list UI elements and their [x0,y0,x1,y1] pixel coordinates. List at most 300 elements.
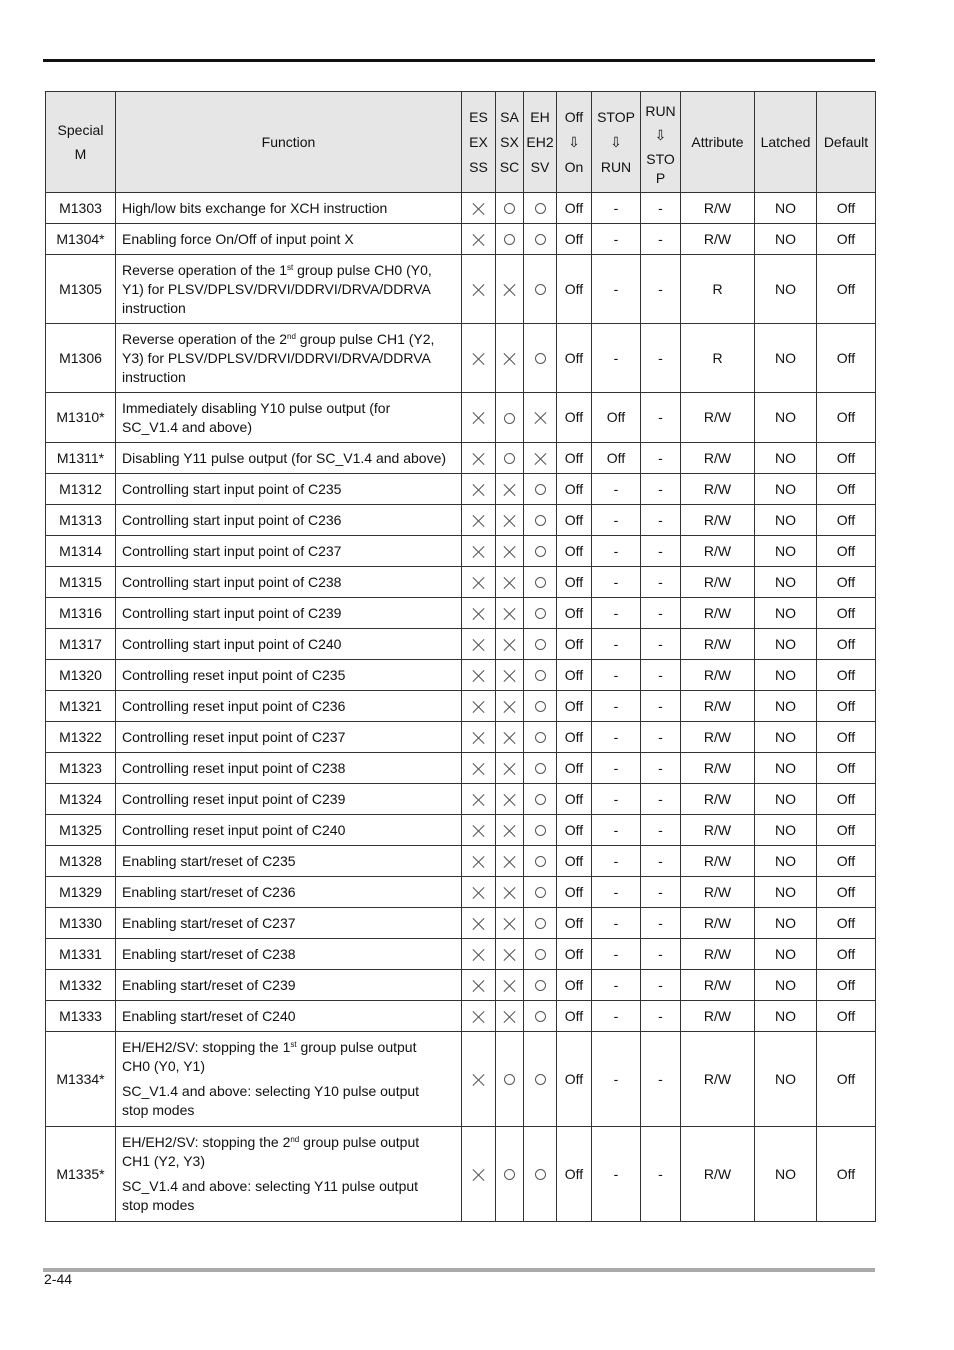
function-line [122,330,457,349]
off-on-cell: Off [557,1001,592,1032]
attribute-cell: R/W [681,505,755,536]
circle-mark-icon [535,887,546,898]
circle-mark-icon [535,353,546,364]
attribute-cell: R/W [681,877,755,908]
function-line [122,368,457,387]
table-row [46,877,876,908]
special-m-cell: M1322 [46,722,116,753]
special-m-cell: M1332 [46,970,116,1001]
cross-mark-icon [473,234,485,246]
sa-support-cell [496,629,524,660]
eh-support-cell [524,324,557,393]
function-line [122,666,457,685]
sa-support-cell [496,505,524,536]
es-support-cell [462,393,496,443]
function-line [122,1038,457,1057]
ordinal-suffix: nd [287,331,296,341]
table-header [46,92,876,193]
cross-mark-icon [473,856,485,868]
table-row [46,846,876,877]
eh-support-cell [524,1127,557,1222]
circle-mark-icon [535,234,546,245]
default-cell: Off [817,660,876,691]
function-text: Controlling start input point of C236 [122,511,342,528]
function-line [122,604,457,623]
off-on-cell: Off [557,393,592,443]
sa-support-cell [496,443,524,474]
table-row [46,908,876,939]
run-stop-cell: - [641,505,681,536]
function-cell [116,224,462,255]
function-line [122,1152,457,1171]
cross-mark-icon [473,887,485,899]
function-cell [116,784,462,815]
latched-cell: NO [755,691,817,722]
sa-support-cell [496,474,524,505]
function-text: Controlling reset input point of C236 [122,697,346,714]
function-cell [116,255,462,324]
function-text: Reverse operation of the 2 [122,330,287,347]
cross-mark-icon [473,1011,485,1023]
es-support-cell [462,753,496,784]
function-line [122,1101,457,1120]
latched-cell: NO [755,908,817,939]
circle-mark-icon [535,546,546,557]
latched-cell: NO [755,567,817,598]
special-m-cell: M1328 [46,846,116,877]
table-row [46,193,876,224]
function-text: Enabling force On/Off of input point X [122,230,354,247]
circle-mark-icon [504,234,515,245]
circle-mark-icon [535,1074,546,1085]
function-text: Immediately disabling Y10 pulse output (for [122,399,391,416]
table-row [46,970,876,1001]
cross-mark-icon [473,284,485,296]
cross-mark-icon [504,763,516,775]
cross-mark-icon [504,825,516,837]
eh-support-cell [524,536,557,567]
function-text: Reverse operation of the 1 [122,261,287,278]
function-text: Controlling start input point of C238 [122,573,342,590]
special-m-cell: M1330 [46,908,116,939]
header-default: Default [817,92,876,193]
header-es-ex-ss: ES EX SS [462,92,496,193]
special-m-table [45,91,876,1222]
function-line [122,883,457,902]
default-cell: Off [817,505,876,536]
table-row [46,939,876,970]
latched-cell: NO [755,1001,817,1032]
stop-run-cell: - [592,846,641,877]
stop-run-cell: - [592,908,641,939]
es-support-cell [462,815,496,846]
off-on-cell: Off [557,255,592,324]
special-m-cell: M1335* [46,1127,116,1222]
attribute-cell: R/W [681,1032,755,1127]
eh-support-cell [524,939,557,970]
stop-run-cell: - [592,722,641,753]
sa-support-cell [496,224,524,255]
sa-support-cell [496,255,524,324]
latched-cell: NO [755,970,817,1001]
stop-run-cell: - [592,970,641,1001]
eh-support-cell [524,691,557,722]
cross-mark-icon [473,1074,485,1086]
cross-mark-icon [504,284,516,296]
latched-cell: NO [755,660,817,691]
special-m-cell: M1312 [46,474,116,505]
table-body [46,193,876,1222]
function-cell [116,393,462,443]
sa-support-cell [496,1032,524,1127]
function-cell [116,324,462,393]
cross-mark-icon [473,763,485,775]
cross-mark-icon [504,608,516,620]
eh-support-cell [524,393,557,443]
run-stop-cell: - [641,324,681,393]
function-cell [116,1001,462,1032]
function-cell [116,660,462,691]
eh-support-cell [524,1001,557,1032]
cross-mark-icon [504,353,516,365]
header-run-stop: RUN ⇩ STO P [641,92,681,193]
function-text: Controlling start input point of C239 [122,604,342,621]
circle-mark-icon [535,284,546,295]
table-row [46,753,876,784]
off-on-cell: Off [557,324,592,393]
eh-support-cell [524,753,557,784]
function-cell [116,753,462,784]
cross-mark-icon [473,484,485,496]
attribute-cell: R/W [681,536,755,567]
table-row [46,1032,876,1127]
function-line [122,573,457,592]
function-line [122,821,457,840]
cross-mark-icon [473,515,485,527]
run-stop-cell: - [641,784,681,815]
special-m-cell: M1311* [46,443,116,474]
off-on-cell: Off [557,224,592,255]
off-on-cell: Off [557,722,592,753]
circle-mark-icon [504,413,515,424]
es-support-cell [462,598,496,629]
eh-support-cell [524,722,557,753]
default-cell: Off [817,324,876,393]
off-on-cell: Off [557,1127,592,1222]
run-stop-cell: - [641,908,681,939]
circle-mark-icon [504,453,515,464]
function-text: Y1) for PLSV/DPLSV/DRVI/DDRVI/DRVA/DDRVA [122,280,431,297]
run-stop-cell: - [641,1127,681,1222]
run-stop-cell: - [641,193,681,224]
function-line [122,449,457,468]
function-cell [116,474,462,505]
eh-support-cell [524,629,557,660]
circle-mark-icon [535,918,546,929]
stop-run-cell: - [592,660,641,691]
function-line [122,261,457,280]
function-cell [116,536,462,567]
cross-mark-icon [504,794,516,806]
cross-mark-icon [473,412,485,424]
latched-cell: NO [755,505,817,536]
cross-mark-icon [504,515,516,527]
attribute-cell: R/W [681,815,755,846]
function-text: Enabling start/reset of C235 [122,852,296,869]
eh-support-cell [524,474,557,505]
run-stop-cell: - [641,877,681,908]
function-text: SC_V1.4 and above: selecting Y10 pulse output [122,1083,420,1099]
table-row [46,505,876,536]
attribute-cell: R/W [681,722,755,753]
function-cell [116,505,462,536]
function-line [122,480,457,499]
es-support-cell [462,474,496,505]
table-row [46,691,876,722]
es-support-cell [462,877,496,908]
cross-mark-icon [473,670,485,682]
run-stop-cell: - [641,660,681,691]
es-support-cell [462,505,496,536]
function-line [122,759,457,778]
attribute-cell: R/W [681,753,755,784]
circle-mark-icon [535,670,546,681]
off-on-cell: Off [557,474,592,505]
function-line [122,418,457,437]
circle-mark-icon [535,701,546,712]
es-support-cell [462,722,496,753]
special-m-cell: M1334* [46,1032,116,1127]
function-text: stop modes [122,1102,195,1118]
function-line [122,1196,457,1215]
es-support-cell [462,567,496,598]
function-text: Y3) for PLSV/DPLSV/DRVI/DDRVI/DRVA/DDRVA [122,349,431,366]
function-cell [116,815,462,846]
eh-support-cell [524,567,557,598]
off-on-cell: Off [557,505,592,536]
function-line [122,1177,457,1196]
off-on-cell: Off [557,443,592,474]
circle-mark-icon [535,577,546,588]
function-cell [116,1127,462,1222]
ordinal-suffix: nd [290,1135,300,1144]
stop-run-cell: Off [592,443,641,474]
function-text: Controlling start input point of C235 [122,480,342,497]
header-sa-sx-sc: SA SX SC [496,92,524,193]
function-cell [116,908,462,939]
off-on-cell: Off [557,629,592,660]
latched-cell: NO [755,224,817,255]
latched-cell: NO [755,846,817,877]
attribute-cell: R/W [681,567,755,598]
stop-run-cell: - [592,1001,641,1032]
eh-support-cell [524,846,557,877]
cross-mark-icon [504,887,516,899]
run-stop-cell: - [641,567,681,598]
sa-support-cell [496,908,524,939]
cross-mark-icon [473,949,485,961]
special-m-cell: M1325 [46,815,116,846]
attribute-cell: R/W [681,908,755,939]
function-text: Controlling reset input point of C235 [122,666,346,683]
special-m-cell: M1331 [46,939,116,970]
es-support-cell [462,1127,496,1222]
cross-mark-icon [473,203,485,215]
latched-cell: NO [755,393,817,443]
es-support-cell [462,691,496,722]
special-m-cell: M1323 [46,753,116,784]
special-m-cell: M1305 [46,255,116,324]
table-row [46,536,876,567]
es-support-cell [462,660,496,691]
stop-run-cell: - [592,193,641,224]
default-cell: Off [817,224,876,255]
sa-support-cell [496,567,524,598]
special-m-cell: M1320 [46,660,116,691]
es-support-cell [462,629,496,660]
function-line [122,542,457,561]
off-on-cell: Off [557,598,592,629]
ordinal-suffix: st [287,262,294,272]
default-cell: Off [817,598,876,629]
stop-run-cell: - [592,877,641,908]
run-stop-cell: - [641,722,681,753]
function-text: Controlling reset input point of C237 [122,728,346,745]
stop-run-cell: - [592,691,641,722]
header-eh-eh2-sv: EH EH2 SV [524,92,557,193]
stop-run-cell: - [592,255,641,324]
default-cell: Off [817,815,876,846]
default-cell: Off [817,255,876,324]
es-support-cell [462,193,496,224]
function-line [122,280,457,299]
function-text: SC_V1.4 and above: selecting Y11 pulse output [122,1178,419,1194]
header-off-on: Off ⇩ On [557,92,592,193]
eh-support-cell [524,224,557,255]
function-cell [116,629,462,660]
special-m-cell: M1321 [46,691,116,722]
latched-cell: NO [755,877,817,908]
es-support-cell [462,324,496,393]
function-text: Controlling start input point of C237 [122,542,342,559]
circle-mark-icon [535,484,546,495]
cross-mark-icon [534,412,546,424]
function-line [122,349,457,368]
table-row [46,255,876,324]
function-cell [116,939,462,970]
table-row [46,567,876,598]
run-stop-cell: - [641,629,681,660]
table-row [46,784,876,815]
special-m-cell: M1304* [46,224,116,255]
function-line [122,1057,457,1076]
sa-support-cell [496,393,524,443]
latched-cell: NO [755,255,817,324]
function-text: SC_V1.4 and above) [122,418,252,435]
attribute-cell: R/W [681,939,755,970]
special-m-cell: M1324 [46,784,116,815]
function-line [122,399,457,418]
function-cell [116,691,462,722]
cross-mark-icon [504,1011,516,1023]
stop-run-cell: - [592,1032,641,1127]
function-text: Enabling start/reset of C239 [122,976,296,993]
function-text: Disabling Y11 pulse output (for SC_V1.4 and above) [122,449,447,466]
default-cell: Off [817,939,876,970]
cross-mark-icon [473,701,485,713]
latched-cell: NO [755,939,817,970]
function-line [122,728,457,747]
function-text: CH0 (Y0, Y1) [122,1058,205,1074]
special-m-cell: M1306 [46,324,116,393]
function-text: Enabling start/reset of C236 [122,883,296,900]
table-row [46,474,876,505]
circle-mark-icon [504,203,515,214]
latched-cell: NO [755,722,817,753]
sa-support-cell [496,536,524,567]
sa-support-cell [496,939,524,970]
circle-mark-icon [535,980,546,991]
latched-cell: NO [755,815,817,846]
attribute-cell: R/W [681,443,755,474]
run-stop-cell: - [641,598,681,629]
stop-run-cell: Off [592,393,641,443]
ordinal-suffix: st [290,1040,297,1049]
function-cell [116,1032,462,1127]
cross-mark-icon [473,794,485,806]
circle-mark-icon [535,825,546,836]
es-support-cell [462,784,496,815]
latched-cell: NO [755,474,817,505]
circle-mark-icon [535,1011,546,1022]
sa-support-cell [496,1001,524,1032]
sa-support-cell [496,846,524,877]
run-stop-cell: - [641,970,681,1001]
eh-support-cell [524,908,557,939]
cross-mark-icon [473,353,485,365]
default-cell: Off [817,722,876,753]
run-stop-cell: - [641,1032,681,1127]
cross-mark-icon [473,1169,485,1181]
off-on-cell: Off [557,193,592,224]
attribute-cell: R/W [681,629,755,660]
header-attribute: Attribute [681,92,755,193]
stop-run-cell: - [592,753,641,784]
latched-cell: NO [755,193,817,224]
function-line [122,914,457,933]
run-stop-cell: - [641,815,681,846]
function-text: Enabling start/reset of C237 [122,914,296,931]
special-m-cell: M1303 [46,193,116,224]
function-text: EH/EH2/SV: stopping the 2 [122,1134,291,1150]
stop-run-cell: - [592,224,641,255]
run-stop-cell: - [641,474,681,505]
latched-cell: NO [755,324,817,393]
attribute-cell: R/W [681,193,755,224]
circle-mark-icon [504,1169,515,1180]
latched-cell: NO [755,629,817,660]
special-m-cell: M1329 [46,877,116,908]
default-cell: Off [817,753,876,784]
default-cell: Off [817,393,876,443]
cross-mark-icon [504,484,516,496]
table-row [46,443,876,474]
cross-mark-icon [504,980,516,992]
circle-mark-icon [535,203,546,214]
sa-support-cell [496,691,524,722]
latched-cell: NO [755,1127,817,1222]
latched-cell: NO [755,753,817,784]
